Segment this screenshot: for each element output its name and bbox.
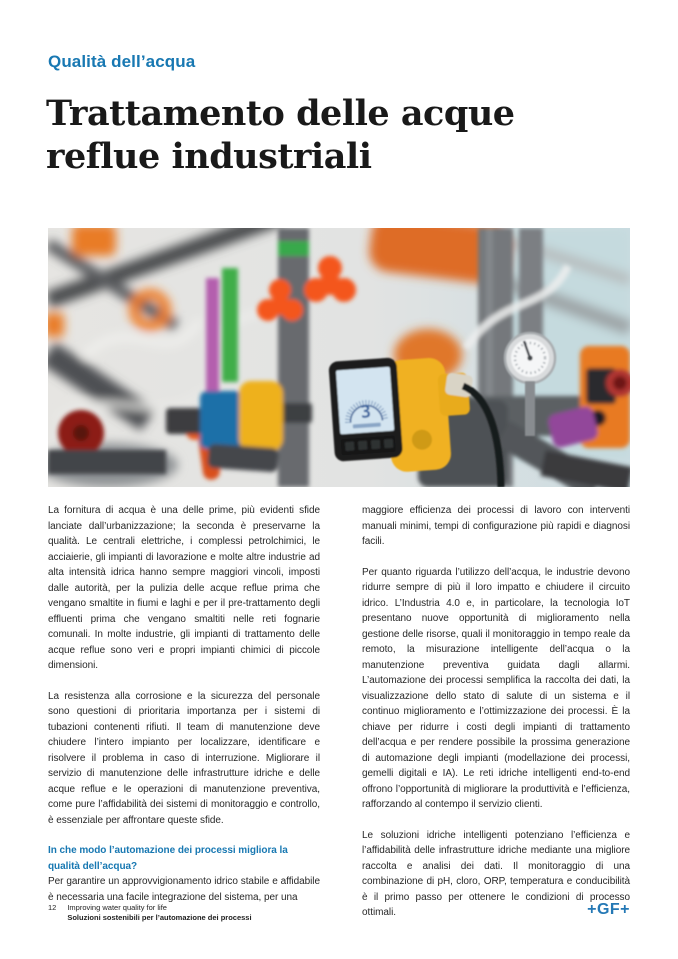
gf-logo: +GF+ <box>587 901 630 918</box>
page-title-line2: reflue industriali <box>46 136 372 177</box>
flow-meter-reading: 3 <box>360 402 372 423</box>
article-body <box>48 503 630 921</box>
paragraph: maggiore efficienza dei processi di lavoro con interventi manuali minimi, tempi di configurazione più rapidi e diagnosi facili. <box>362 505 630 547</box>
paragraph: La fornitura di acqua è una delle prime, più evidenti sfide lanciate dall’urbanizzazione; la seconda è preservarne la qualità. Le centrali elettriche, i complessi petrolchimici, le acciaierie, gli impianti di lavorazione e molte altre industrie ad alta intensità idrica hanno sempre maggiori vincoli, imposti dalle autorità, per la pulizia delle acque reflue prima che vengano smaltite in fiumi e laghi e per il pre-trattamento degli effluenti prima che vengano smaltiti nelle reti fognarie comunali. In molte industrie, gli impianti di trattamento delle acque reflue sono veri e propri impianti chimici di piccole dimensioni. <box>48 505 320 671</box>
article-column-right <box>362 503 630 921</box>
page-title <box>46 92 606 178</box>
hero-photo <box>48 228 630 487</box>
page-footer <box>48 903 630 922</box>
hero-photo-illustration <box>48 228 630 487</box>
page-number: 12 <box>48 903 57 912</box>
section-eyebrow: Qualità dell’acqua <box>48 52 196 71</box>
article-column-left <box>48 503 320 921</box>
blue-sensor-body <box>200 391 242 449</box>
cable-fitting <box>445 372 474 397</box>
footer-text <box>48 903 252 922</box>
footer-subtitle: Soluzioni sostenibili per l’automazione dei processi <box>67 912 252 922</box>
paragraph: La resistenza alla corrosione e la sicurezza del personale sono questioni di prioritaria importanza per i sistemi di tubazioni contenenti rifiuti. Il team di manutenzione deve chiudere l’intero impianto per localizzare, identificare e risolvere il problema in caso di interruzione. Migliorare il servizio di manutenzione delle infrastrutture idriche e delle acque reflue e le operazioni di manutenzione preventiva, come pure l’affidabilità dei sistemi di monitoraggio e controllo, è essenziale per affrontare queste sfide. <box>48 690 320 826</box>
page-title-line1: Trattamento delle acque <box>46 93 515 134</box>
paragraph: Per garantire un approvvigionamento idrico stabile e affidabile è necessaria una facile integrazione del sistema, per una <box>48 876 320 903</box>
article-subheading: In che modo l’automazione dei processi migliora la qualità dell’acqua? <box>48 845 288 872</box>
footer-lines <box>67 903 251 922</box>
paragraph: Per quanto riguarda l’utilizzo dell’acqua, le industrie devono ridurre sempre di più il loro impatto e chiudere il circuito idrico. L’Industria 4.0 e, in particolare, la tecnologia IoT presentano nuove opportunità di miglioramento nella gestione delle risorse, quali il monitoraggio in tempo reale da remoto, la misurazione intelligente dell’acqua o la manutenzione preventiva guidata dagli allarmi. L’automazione dei processi semplifica la raccolta dei dati, la visualizzazione dello stato di salute di un sistema e il continuo miglioramento e l’ottimizzazione dei processi. È la chiave per ridurre i costi degli impianti di trattamento dell’acqua e per rendere possibile la prossima generazione di automazione degli impianti (modellazione dei processi, gemelli digitali e IA). Le reti idriche intelligenti end-to-end offrono l’opportunità di migliorare la produttività e l’efficienza, rafforzando al contempo il servizio clienti. <box>362 566 630 810</box>
paragraph: Le soluzioni idriche intelligenti potenziano l’efficienza e l’affidabilità delle infrastrutture idriche mediante una migliore raccolta e analisi dei dati. Il monitoraggio di una combinazione di pH, cloro, ORP, temperatura e conducibilità è il primo passo per ottenere le condizioni di processo ottimali. <box>362 829 630 918</box>
footer-tagline: Improving water quality for life <box>67 903 167 912</box>
